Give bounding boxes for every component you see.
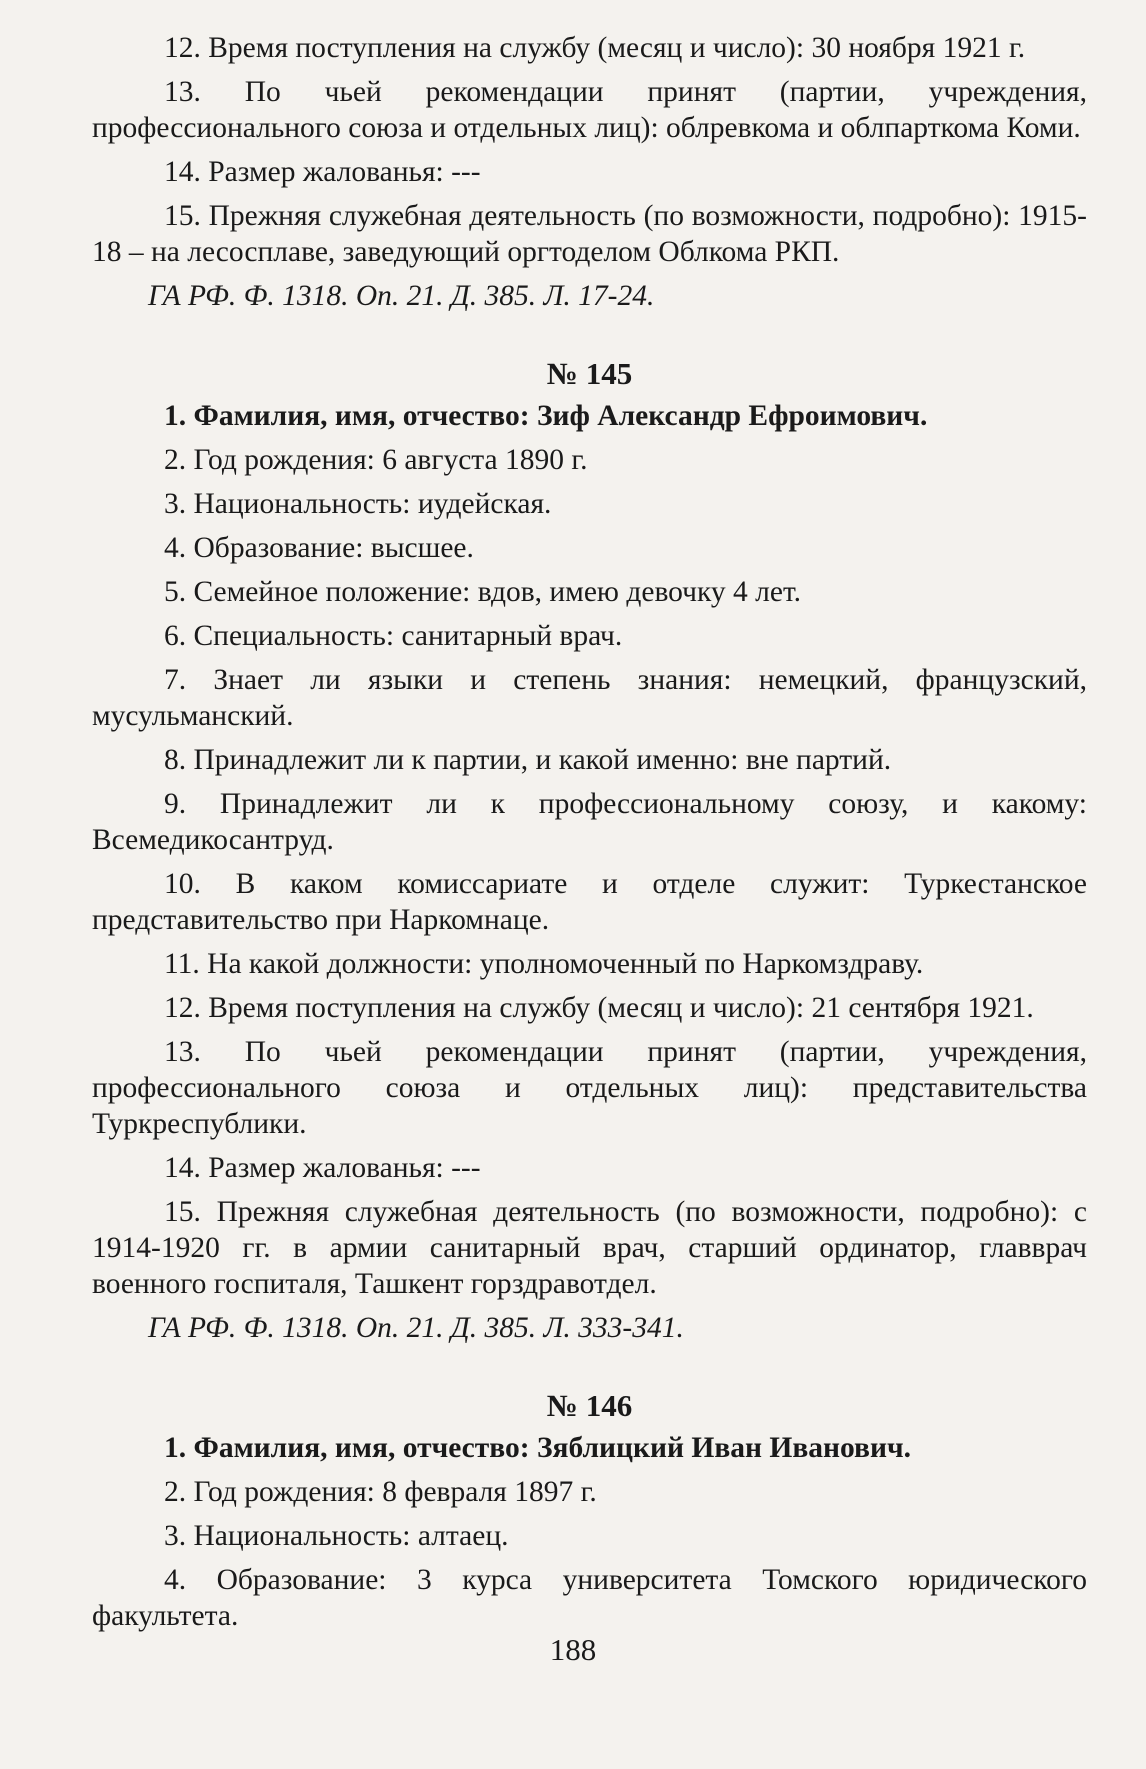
- page-text: [92, 30, 1087, 1642]
- record-145-item-10: 10. В каком комиссариате и отделе служит: Туркестанское представительство при Наркомнаце.: [92, 868, 1087, 936]
- record-146-item-2: 2. Год рождения: 8 февраля 1897 г.: [164, 1476, 597, 1508]
- record-145-item-5: 5. Семейное положение: вдов, имею девочку 4 лет.: [164, 576, 802, 608]
- prev-item-12: 12. Время поступления на службу (месяц и число): 30 ноября 1921 г.: [164, 32, 1026, 64]
- record-146-item-3: 3. Национальность: алтаец.: [164, 1520, 509, 1552]
- record-145-item-6: 6. Специальность: санитарный врач.: [164, 620, 623, 652]
- record-145-item-7: 7. Знает ли языки и степень знания: немецкий, французский, мусульманский.: [92, 664, 1087, 732]
- archive-reference: ГА РФ. Ф. 1318. Оп. 21. Д. 385. Л. 17-24.: [148, 280, 655, 312]
- record-145-item-15: 15. Прежняя служебная деятельность (по возможности, подробно): с 1914-1920 гг. в армии санитарный врач, старший ординатор, главврач военного госпиталя, Ташкент горздравотдел.: [92, 1196, 1087, 1300]
- prev-item-15: 15. Прежняя служебная деятельность (по возможности, подробно): 1915-18 – на лесосплаве, заведующий оргтоделом Облкома РКП.: [92, 200, 1087, 268]
- record-145-item-3: 3. Национальность: иудейская.: [164, 488, 552, 520]
- archive-reference-145: ГА РФ. Ф. 1318. Оп. 21. Д. 385. Л. 333-341.: [148, 1312, 684, 1344]
- page-number: 188: [549, 1632, 597, 1667]
- record-heading-145: № 145: [546, 356, 633, 391]
- record-145-item-4: 4. Образование: высшее.: [164, 532, 474, 564]
- record-145-item-12: 12. Время поступления на службу (месяц и число): 21 сентября 1921.: [164, 992, 1034, 1024]
- prev-item-13: 13. По чьей рекомендации принят (партии, учреждения, профессионального союза и отдельных лиц): облревкома и облпарткома Коми.: [92, 76, 1087, 144]
- record-145-item-9: 9. Принадлежит ли к профессиональному союзу, и какому: Всемедикосантруд.: [92, 788, 1087, 856]
- record-145-item-8: 8. Принадлежит ли к партии, и какой именно: вне партий.: [164, 744, 892, 776]
- record-145-item-13: 13. По чьей рекомендации принят (партии, учреждения, профессионального союза и отдельных лиц): представительства Туркреспублики.: [92, 1036, 1087, 1140]
- record-145-item-11: 11. На какой должности: уполномоченный по Наркомздраву.: [164, 948, 924, 980]
- record-145-item-2: 2. Год рождения: 6 августа 1890 г.: [164, 444, 588, 476]
- record-heading-146: № 146: [546, 1388, 633, 1423]
- record-146-item-4: 4. Образование: 3 курса университета Томского юридического факультета.: [92, 1564, 1087, 1632]
- record-145-name: 1. Фамилия, имя, отчество: Зиф Александр Ефроимович.: [164, 400, 928, 432]
- prev-item-14: 14. Размер жалованья: ---: [164, 156, 481, 188]
- record-145-item-14: 14. Размер жалованья: ---: [164, 1152, 481, 1184]
- record-146-name: 1. Фамилия, имя, отчество: Зяблицкий Иван Иванович.: [164, 1432, 911, 1464]
